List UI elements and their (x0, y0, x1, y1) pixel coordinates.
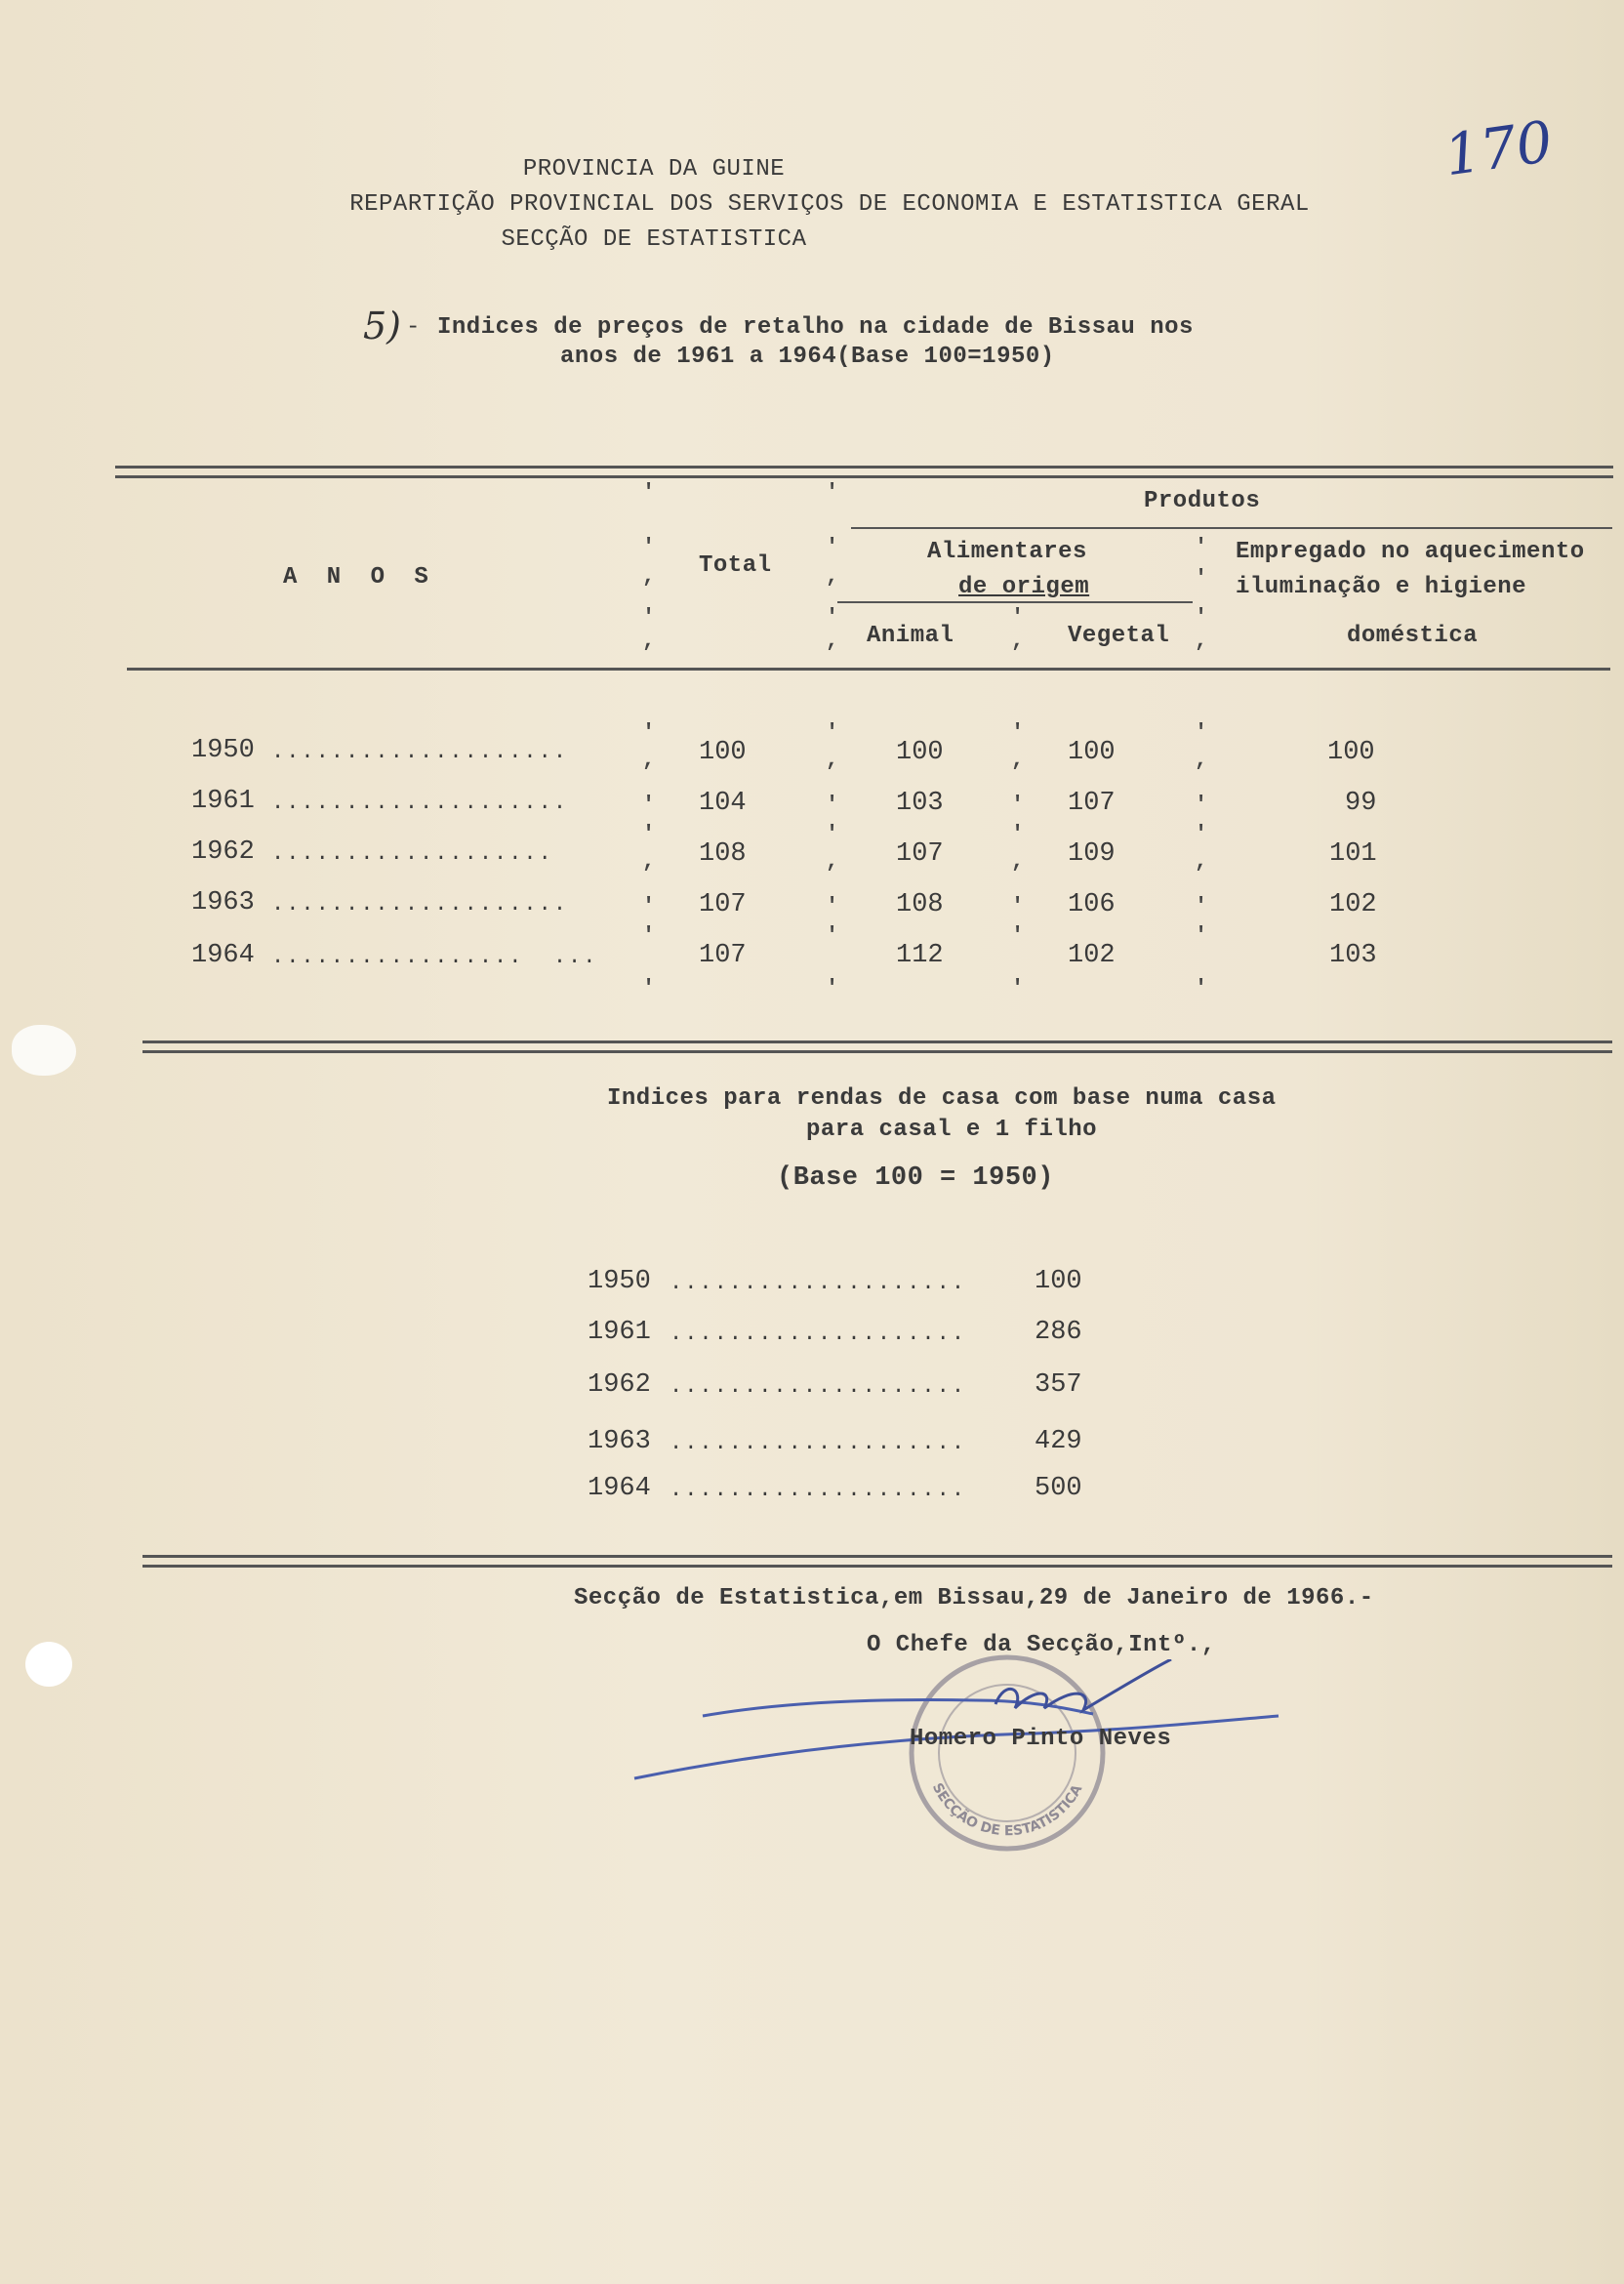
separator-tick: ' (1195, 605, 1208, 630)
row-animal: 108 (896, 890, 944, 919)
row-year: 1962 (191, 837, 255, 867)
separator-tick: ' (1195, 535, 1208, 559)
alimentares-underline (837, 601, 1193, 603)
col-header-empregado-3: doméstica (1347, 623, 1479, 649)
title-line-1: Indices de preços de retalho na cidade de Bissau nos (437, 314, 1194, 341)
col-header-de-origem: de origem (958, 574, 1090, 600)
title-dash: - (406, 314, 421, 341)
separator-tick: ' (642, 605, 656, 630)
row-dots: .................... (670, 1478, 967, 1502)
row-empregado: 100 (1327, 738, 1375, 767)
row-dots: .................... (670, 1271, 967, 1295)
row-year: 1961 (588, 1318, 651, 1347)
table2-title-line-1: Indices para rendas de casa com base numa casa (607, 1085, 1277, 1112)
separator-tick: ' (1011, 605, 1025, 630)
row-value: 357 (1035, 1370, 1082, 1400)
row-year: 1963 (588, 1427, 651, 1456)
col-header-alimentares: Alimentares (927, 539, 1087, 565)
row-vegetal: 100 (1068, 738, 1116, 767)
row-total: 107 (699, 941, 747, 970)
header-department: REPARTIÇÃO PROVINCIAL DOS SERVIÇOS DE ECONOMIA E ESTATISTICA GERAL (349, 191, 1310, 218)
footer-place-date: Secção de Estatistica,em Bissau,29 de Janeiro de 1966.- (574, 1585, 1374, 1611)
col-header-anos: A N O S (283, 564, 436, 591)
row-empregado: 102 (1329, 890, 1377, 919)
document-page: 170 PROVINCIA DA GUINE REPARTIÇÃO PROVINCIAL DOS SERVIÇOS DE ECONOMIA E ESTATISTICA GERAL SECÇÃO DE ESTATISTICA 5) - Indices de preços de retalho na cidade de Bissau nos anos de 1961 a 1964(Base 100=1950) Produtos A N O S Total Alimentares de origem Empregado no aquecimento iluminação e higiene Animal Vegetal doméstica ' ' ' , ' , ' ' ' , ' , ' , ' , 1950 .................... 100 100 100 100 1961 .................... 104 103 107 99 1962 ................... 108 107 109 101 1963 .................... 107 108 106 102 1964 ................. ... 107 112 102 103 ' , ' , ' , ' , ' ' ' ' ' , ' , ' , ' , ' ' ' ' ' ' ' ' ' ' ' ' Indices para rendas de casa com base numa casa para casal e 1 filho (Base 100 = 1950) 1950 .................... 100 1961 .................... 286 1962 .................... 357 1963 .................... 429 1964 .................... 500 Secção de Estatistica,em Bissau,29 de Janeiro de 1966.- O Chefe da Secção,Intº., SECÇÃO DE ESTATISTICA Homero Pinto Neves (0, 0, 1624, 2284)
row-vegetal: 106 (1068, 890, 1116, 919)
separator-tick: ' (642, 535, 656, 559)
table2-base: (Base 100 = 1950) (777, 1163, 1054, 1193)
table2-bottom-rule (142, 1555, 1612, 1568)
row-dots: ................... (271, 841, 553, 866)
row-animal: 103 (896, 789, 944, 818)
row-total: 107 (699, 890, 747, 919)
row-dots: .................... (271, 740, 569, 764)
row-total: 100 (699, 738, 747, 767)
row-value: 100 (1035, 1267, 1082, 1296)
punch-hole-bottom (25, 1642, 72, 1687)
row-total: 104 (699, 789, 747, 818)
row-empregado: 103 (1329, 941, 1377, 970)
separator-tick: , (826, 564, 839, 589)
row-value: 500 (1035, 1474, 1082, 1503)
col-header-empregado-2: iluminação e higiene (1236, 574, 1527, 600)
col-header-vegetal: Vegetal (1068, 623, 1170, 649)
title-number: 5) (363, 305, 402, 347)
stamp-text: SECÇÃO DE ESTATISTICA (928, 1780, 1086, 1840)
table1-top-rule (115, 466, 1613, 478)
table1-bottom-rule (142, 1040, 1612, 1053)
separator-tick: , (1011, 629, 1025, 653)
produtos-underline (851, 527, 1612, 529)
row-animal: 100 (896, 738, 944, 767)
separator-tick: , (1195, 629, 1208, 653)
row-year: 1963 (191, 888, 255, 918)
row-dots: .................... (271, 892, 569, 917)
punch-hole-top (12, 1025, 76, 1076)
header-province: PROVINCIA DA GUINE (522, 156, 786, 183)
title-line-2: anos de 1961 a 1964(Base 100=1950) (560, 344, 1055, 370)
row-year: 1950 (588, 1267, 651, 1296)
row-dots: .................... (670, 1374, 967, 1399)
row-total: 108 (699, 839, 747, 869)
table1-header-rule (127, 668, 1610, 671)
footer-role: O Chefe da Secção,Intº., (867, 1632, 1216, 1658)
col-header-empregado-1: Empregado no aquecimento (1236, 539, 1585, 565)
row-vegetal: 107 (1068, 789, 1116, 818)
row-year: 1962 (588, 1370, 651, 1400)
separator-tick: , (826, 629, 839, 653)
row-animal: 107 (896, 839, 944, 869)
page-number: 170 (1440, 107, 1557, 189)
row-year: 1964 (191, 941, 255, 970)
separator-tick: ' (826, 480, 839, 505)
col-header-total: Total (699, 552, 772, 579)
separator-tick: , (642, 564, 656, 589)
separator-tick: ' (1195, 566, 1208, 591)
separator-tick: , (642, 629, 656, 653)
separator-tick: ' (826, 535, 839, 559)
separator-tick: ' (826, 605, 839, 630)
header-section: SECÇÃO DE ESTATISTICA (501, 226, 807, 253)
col-header-produtos: Produtos (1144, 488, 1261, 514)
table2-title-line-2: para casal e 1 filho (806, 1117, 1098, 1143)
row-animal: 112 (896, 941, 944, 970)
signature (625, 1659, 1288, 1786)
row-year: 1950 (191, 736, 255, 765)
row-empregado: 99 (1345, 789, 1377, 818)
row-dots: .................... (670, 1431, 967, 1455)
row-year: 1964 (588, 1474, 651, 1503)
header (0, 156, 1308, 183)
row-dots: ................. ... (271, 945, 598, 969)
row-value: 429 (1035, 1427, 1082, 1456)
row-year: 1961 (191, 787, 255, 816)
row-empregado: 101 (1329, 839, 1377, 869)
separator-tick: ' (642, 480, 656, 505)
col-header-animal: Animal (867, 623, 954, 649)
footer-name: Homero Pinto Neves (910, 1726, 1172, 1752)
row-vegetal: 102 (1068, 941, 1116, 970)
row-dots: .................... (271, 791, 569, 815)
row-value: 286 (1035, 1318, 1082, 1347)
row-dots: .................... (670, 1322, 967, 1346)
row-vegetal: 109 (1068, 839, 1116, 869)
